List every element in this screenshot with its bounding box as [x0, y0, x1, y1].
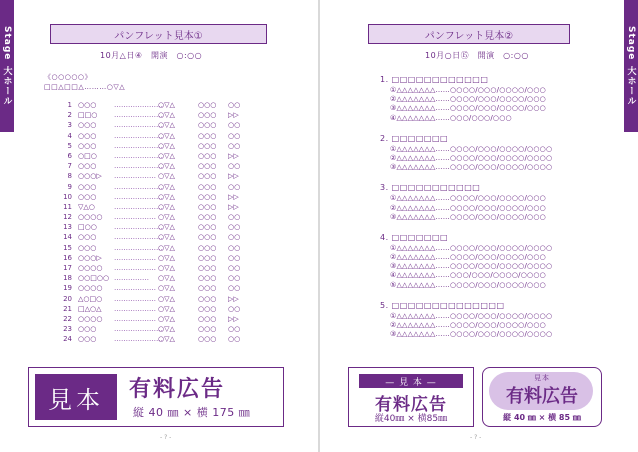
program-rows: [54, 100, 284, 345]
program-row: [54, 232, 284, 242]
row-col-2: ○▽△: [158, 233, 175, 242]
row-col-2: ○▽△: [158, 101, 175, 109]
row-col-4: ○○: [228, 233, 241, 242]
row-col-4: ○○: [228, 243, 241, 252]
row-col-4: ○○: [228, 253, 241, 262]
program-row: [54, 192, 284, 202]
section-item: ③△△△△△△△……○○○○/○○○/○○○○/○○○: [390, 104, 546, 113]
ad-size: 縦 40 ㎜ × 横 175 ㎜: [133, 406, 251, 419]
row-name: □△○△: [78, 304, 102, 313]
row-leader-dots: ……………: [114, 274, 149, 283]
row-name: ○□○: [78, 151, 97, 160]
row-leader-dots: …………………: [114, 325, 163, 334]
ad-small-size: 縦 40 ㎜ × 横 85 ㎜: [503, 413, 581, 422]
ad-medium: [348, 367, 474, 427]
row-col-4: ▷▷: [228, 314, 239, 323]
section-item: ⑤△△△△△△△……○○○○/○○○/○○○○/○○○: [390, 280, 546, 289]
row-number: 14: [63, 233, 72, 242]
row-number: 20: [63, 294, 72, 303]
program-row: [54, 283, 284, 293]
tab-hall-label: 大ホール: [1, 66, 12, 107]
row-col-2: ○▽△: [158, 223, 175, 232]
program-row: [54, 171, 284, 181]
row-number: 19: [63, 284, 72, 293]
row-name: □○○: [78, 223, 97, 232]
program-row: [54, 202, 284, 212]
section-item: ①△△△△△△△……○○○○/○○○/○○○○/○○○: [390, 194, 546, 203]
section-item: ④△△△△△△△……○○○/○○○/○○○: [390, 113, 512, 122]
row-number: 21: [63, 304, 72, 313]
program-row: [54, 110, 284, 120]
row-leader-dots: ………………: [114, 314, 156, 323]
program-row: [54, 314, 284, 324]
program-section: [380, 232, 620, 290]
row-col-2: ○▽△: [158, 151, 175, 160]
row-col-4: ○○: [228, 101, 241, 109]
ad-large: [28, 367, 284, 427]
section-heading: 2. □□□□□□□: [380, 133, 449, 143]
row-number: 6: [67, 151, 72, 160]
page-folio-left: - ? -: [160, 434, 172, 441]
row-name: ○○○: [78, 121, 97, 130]
stage-tab-left: [0, 0, 14, 132]
section-item: ②△△△△△△△……○○○○/○○○/○○○○/○○○: [390, 253, 546, 262]
row-name: ▽△○: [78, 202, 95, 211]
row-col-2: ○▽△: [158, 243, 175, 252]
row-leader-dots: …………………: [114, 131, 163, 140]
row-name: ○○□○○: [78, 274, 110, 283]
program-section: [380, 74, 620, 123]
row-col-3: ○○○: [198, 192, 217, 201]
left-page-title: パンフレット見本①: [50, 24, 267, 44]
ad-sample-bar: — 見 本 —: [359, 374, 463, 388]
row-col-4: ▷▷: [228, 192, 239, 201]
tab-stage-label: Stage: [2, 25, 12, 61]
row-leader-dots: ………………: [114, 284, 156, 293]
section-heading: 1. □□□□□□□□□□□□: [380, 75, 489, 84]
row-col-4: ○○: [228, 284, 241, 293]
program-row: [54, 222, 284, 232]
row-col-3: ○○○: [198, 253, 217, 262]
row-col-4: ○○: [228, 182, 241, 191]
section-item: ②△△△△△△△……○○○○/○○○/○○○○/○○○○: [390, 153, 553, 162]
row-leader-dots: …………………: [114, 223, 163, 232]
row-col-4: ○○: [228, 131, 241, 140]
section-heading: 3. □□□□□□□□□□□: [380, 183, 481, 193]
left-page-subtitle: 10月△日④ 開演 ○:○○: [100, 51, 203, 60]
program-section: [380, 133, 620, 173]
row-col-3: ○○○: [198, 243, 217, 252]
row-col-4: ▷▷: [228, 151, 239, 160]
row-col-4: ○○: [228, 141, 241, 150]
row-col-2: ○▽△: [158, 253, 175, 262]
row-name: ○○○: [78, 192, 97, 201]
program-row: [54, 334, 284, 344]
row-col-2: ○▽△: [158, 213, 175, 222]
program-row: [54, 141, 284, 151]
row-name: ○○○○: [78, 264, 103, 272]
row-col-4: ○○: [228, 335, 241, 344]
right-page: [330, 0, 620, 452]
row-number: 4: [67, 131, 72, 140]
row-col-2: ○▽△: [158, 131, 175, 140]
section-item: ③△△△△△△△……○○○○/○○○/○○○○/○○○○: [390, 163, 553, 172]
row-name: ○○○: [78, 101, 97, 109]
row-number: 5: [67, 141, 72, 150]
row-col-2: ○▽△: [158, 335, 175, 344]
program-row: [54, 273, 284, 283]
page-gutter: [318, 0, 320, 452]
row-number: 22: [63, 314, 72, 323]
section-item: ①△△△△△△△……○○○○/○○○/○○○○/○○○○: [390, 311, 553, 320]
row-col-4: ○○: [228, 213, 241, 222]
row-leader-dots: …………………: [114, 141, 163, 150]
ad-medium-size: 縦40㎜ × 横85㎜: [374, 414, 448, 424]
row-col-3: ○○○: [198, 304, 217, 313]
row-name: ○○○: [78, 141, 97, 150]
row-leader-dots: ………………: [114, 304, 156, 313]
row-number: 16: [63, 253, 72, 262]
row-leader-dots: …………………: [114, 121, 163, 130]
program-row: [54, 324, 284, 334]
row-col-3: ○○○: [198, 101, 217, 109]
program-sections: [380, 74, 620, 349]
row-col-2: ○▽△: [158, 304, 175, 313]
ad-sample-label: 見本: [35, 374, 117, 420]
row-col-2: ○▽△: [158, 141, 175, 150]
section-item: ④△△△△△△△……○○○/○○○/○○○○/○○○○: [390, 271, 546, 280]
row-col-3: ○○○: [198, 141, 217, 150]
row-col-3: ○○○: [198, 121, 217, 130]
program-row: [54, 304, 284, 314]
ad-title: 有料広告: [129, 376, 226, 402]
row-number: 9: [67, 182, 72, 191]
row-col-2: ○▽△: [158, 325, 175, 334]
row-leader-dots: ………………: [114, 294, 156, 303]
left-page: [20, 0, 310, 452]
row-number: 15: [63, 243, 72, 252]
row-col-2: ○▽△: [158, 284, 175, 293]
row-name: ○○○: [78, 243, 97, 252]
row-col-3: ○○○: [198, 314, 217, 323]
section-item: ③△△△△△△△……○○○○/○○○/○○○○/○○○○: [390, 262, 553, 271]
row-col-3: ○○○: [198, 172, 217, 181]
row-number: 24: [63, 335, 72, 344]
row-leader-dots: …………………: [114, 335, 163, 344]
row-col-4: ○○: [228, 121, 241, 130]
row-leader-dots: …………………: [114, 111, 163, 120]
row-col-3: ○○○: [198, 213, 217, 222]
section-item: ②△△△△△△△……○○○○/○○○/○○○○/○○○: [390, 203, 546, 212]
row-name: △○□○: [78, 294, 103, 303]
row-col-2: ○▽△: [158, 294, 175, 303]
program-row: [54, 120, 284, 130]
row-col-3: ○○○: [198, 182, 217, 191]
row-col-3: ○○○: [198, 162, 217, 171]
row-number: 10: [63, 192, 72, 201]
ad-medium-title: 有料広告: [375, 395, 447, 415]
row-number: 8: [67, 172, 72, 181]
tab-hall-label-right: 大ホール: [625, 66, 636, 107]
row-col-4: ▷▷: [228, 202, 239, 211]
right-page-title: パンフレット見本②: [368, 24, 570, 44]
row-col-4: ○○: [228, 162, 241, 171]
program-row: [54, 243, 284, 253]
section-item: ①△△△△△△△……○○○○/○○○/○○○○/○○○: [390, 86, 546, 94]
ad-small: [482, 367, 602, 427]
section-item: ②△△△△△△△……○○○○/○○○/○○○○/○○○: [390, 321, 546, 329]
row-col-2: ○▽△: [158, 192, 175, 201]
row-name: ○○○: [78, 335, 97, 344]
row-number: 13: [63, 223, 72, 232]
row-col-2: ○▽△: [158, 314, 175, 323]
section-item: ①△△△△△△△……○○○○/○○○/○○○○/○○○○: [390, 243, 553, 252]
row-col-3: ○○○: [198, 325, 217, 334]
section-heading: 5. □□□□□□□□□□□□□□: [380, 300, 505, 310]
row-col-3: ○○○: [198, 264, 217, 272]
row-name: ○○○▷: [78, 253, 102, 262]
row-number: 18: [63, 274, 72, 283]
row-col-4: ○○: [228, 264, 241, 272]
right-page-subtitle: 10月○日⑮ 開演 ○:○○: [425, 51, 529, 60]
row-col-4: ▷▷: [228, 294, 239, 303]
row-leader-dots: ………………: [114, 213, 156, 222]
row-leader-dots: …………………: [114, 243, 163, 252]
program-section: [380, 182, 620, 222]
row-col-2: ○▽△: [158, 264, 175, 272]
program-group-heading: 《○○○○○》: [44, 73, 93, 81]
program-row: [54, 263, 284, 273]
program-row: [54, 151, 284, 161]
program-row: [54, 294, 284, 304]
row-leader-dots: …………………: [114, 151, 163, 160]
row-name: ○○○○: [78, 314, 103, 323]
row-leader-dots: ………………: [114, 172, 156, 181]
row-col-3: ○○○: [198, 233, 217, 242]
row-col-4: ○○: [228, 325, 241, 334]
section-item: ②△△△△△△△……○○○○/○○○/○○○○/○○○: [390, 95, 546, 104]
row-col-4: ○○: [228, 223, 241, 232]
row-col-2: ○▽△: [158, 111, 175, 120]
row-leader-dots: ………………: [114, 264, 156, 272]
row-leader-dots: ………………: [114, 253, 156, 262]
section-heading: 4. □□□□□□□: [380, 232, 449, 242]
row-name: ○○○○: [78, 213, 103, 222]
row-col-4: ○○: [228, 274, 241, 283]
row-name: ○○○: [78, 233, 97, 242]
row-col-4: ▷▷: [228, 111, 239, 120]
program-lead-line: □□△□□△………○▽△: [44, 83, 126, 91]
row-number: 2: [67, 111, 72, 120]
ad-small-sample-label: 見本: [534, 374, 550, 382]
row-col-2: ○▽△: [158, 202, 175, 211]
section-item: ③△△△△△△△……○○○○/○○○/○○○○/○○○○: [390, 330, 553, 339]
row-leader-dots: …………………: [114, 202, 163, 211]
row-col-2: ○▽△: [158, 162, 175, 171]
row-name: ○○○: [78, 325, 97, 334]
row-col-2: ○▽△: [158, 182, 175, 191]
program-row: [54, 100, 284, 110]
row-number: 11: [63, 202, 72, 211]
program-row: [54, 182, 284, 192]
row-col-3: ○○○: [198, 202, 217, 211]
row-leader-dots: …………………: [114, 233, 163, 242]
program-row: [54, 212, 284, 222]
row-name: ○○○○: [78, 284, 103, 293]
row-number: 1: [67, 101, 72, 109]
stage-tab-right: [624, 0, 638, 132]
row-number: 23: [63, 325, 72, 334]
row-col-2: ○▽△: [158, 274, 175, 283]
page-folio-right: - ? -: [470, 434, 482, 441]
row-name: ○○○▷: [78, 172, 102, 181]
row-leader-dots: …………………: [114, 162, 163, 171]
section-item: ①△△△△△△△……○○○○/○○○/○○○○/○○○○: [390, 144, 553, 153]
row-number: 7: [67, 162, 72, 171]
row-name: ○○○: [78, 131, 97, 140]
row-col-2: ○▽△: [158, 121, 175, 130]
row-col-3: ○○○: [198, 111, 217, 120]
row-col-3: ○○○: [198, 151, 217, 160]
row-number: 12: [63, 213, 72, 222]
row-col-3: ○○○: [198, 131, 217, 140]
row-col-3: ○○○: [198, 284, 217, 293]
row-name: □□○: [78, 111, 98, 120]
row-leader-dots: …………………: [114, 182, 163, 191]
ad-small-title: 有料広告: [506, 386, 578, 407]
program-section: [380, 300, 620, 340]
row-col-3: ○○○: [198, 223, 217, 232]
row-number: 17: [63, 264, 72, 272]
row-leader-dots: …………………: [114, 192, 163, 201]
program-row: [54, 131, 284, 141]
row-col-3: ○○○: [198, 335, 217, 344]
row-col-4: ▷▷: [228, 172, 239, 181]
row-col-3: ○○○: [198, 274, 217, 283]
row-name: ○○○: [78, 182, 97, 191]
section-item: ③△△△△△△△……○○○○/○○○/○○○○/○○○: [390, 212, 546, 221]
program-row: [54, 253, 284, 263]
row-col-2: ○▽△: [158, 172, 175, 181]
row-col-3: ○○○: [198, 294, 217, 303]
tab-stage-label-right: Stage: [626, 25, 636, 61]
program-row: [54, 161, 284, 171]
row-col-4: ○○: [228, 304, 241, 313]
row-name: ○○○: [78, 162, 97, 171]
row-leader-dots: …………………: [114, 101, 163, 109]
row-number: 3: [67, 121, 72, 130]
